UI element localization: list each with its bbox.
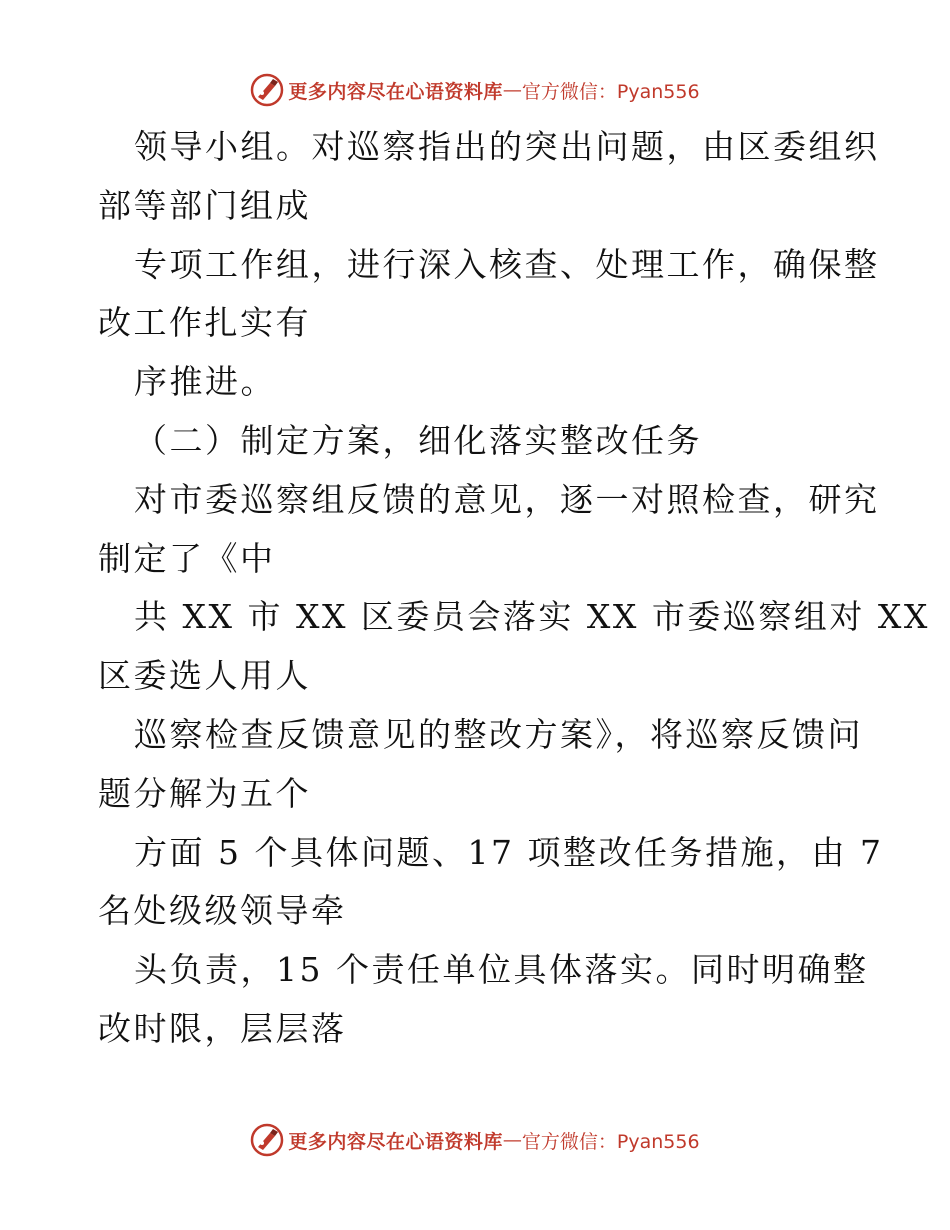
watermark-wechat-text: 官方微信：Pyan556 [521, 1130, 700, 1153]
watermark-wechat-text: 官方微信：Pyan556 [521, 80, 700, 103]
document-body [98, 118, 930, 1059]
watermark-brand-text: 更多内容尽在心语资料库 [288, 80, 503, 103]
body-line: 题分解为五个 [98, 773, 311, 813]
page-header-watermark [0, 70, 950, 110]
body-line: 改时限，层层落 [98, 1008, 347, 1048]
body-line: 领导小组。对巡察指出的突出问题，由区委组织 [134, 127, 880, 166]
body-line: 对市委巡察组反馈的意见，逐一对照检查，研究 [134, 479, 880, 519]
body-line: 区委选人用人 [98, 656, 311, 696]
body-line: 部等部门组成 [98, 185, 311, 225]
body-line: 改工作扎实有 [98, 303, 311, 343]
body-line: 共 XX 市 XX 区委员会落实 XX 市委巡察组对 XX [134, 597, 930, 637]
pen-nib-logo-icon [250, 1123, 284, 1157]
body-line: 制定了《中 [98, 538, 276, 578]
page-footer-watermark [0, 1120, 950, 1160]
pen-nib-logo-icon [250, 73, 284, 107]
body-line: 巡察检查反馈意见的整改方案》，将巡察反馈问 [134, 714, 863, 754]
body-line: 方面 5 个具体问题、17 项整改任务措施，由 7 [134, 832, 884, 872]
section-heading: （二）制定方案，细化落实整改任务 [134, 420, 702, 460]
watermark-separator: — [502, 1129, 522, 1151]
body-line: 专项工作组，进行深入核查、处理工作，确保整 [134, 244, 880, 284]
body-line: 序推进。 [134, 362, 276, 402]
watermark-brand-text: 更多内容尽在心语资料库 [288, 1130, 503, 1153]
body-line: 名处级级领导牵 [98, 891, 347, 931]
watermark-separator: — [502, 79, 522, 101]
body-line: 头负责，15 个责任单位具体落实。同时明确整 [134, 950, 869, 990]
